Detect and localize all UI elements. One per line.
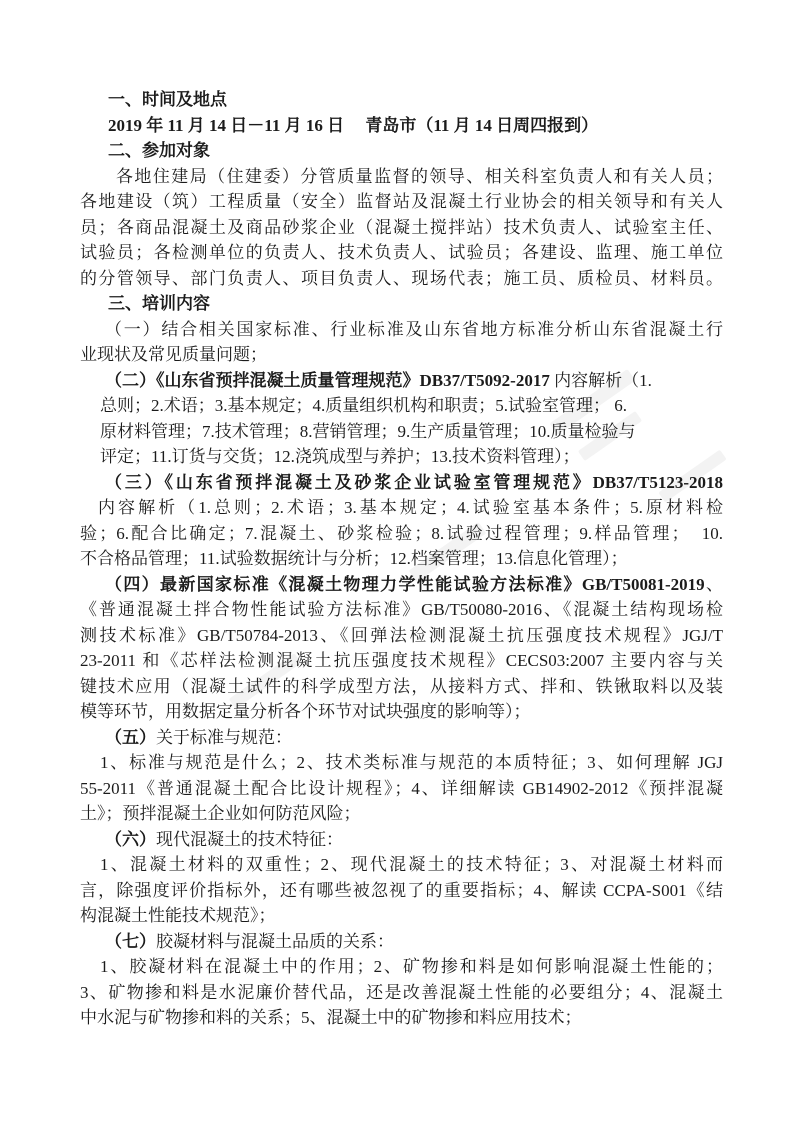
text-line: [80, 674, 723, 700]
text-line: [80, 801, 723, 827]
text-line: [80, 827, 723, 853]
text-segment: 1、标准与规范是什么；2、技术类标准与规范的本质特征；3、如何理解 JGJ: [100, 753, 723, 772]
bold-text-segment: 一、时间及地点: [108, 90, 227, 109]
text-segment: 23-2011 和《芯样法检测混凝土抗压强度技术规程》CECS03:2007 主要内容与关: [80, 651, 723, 670]
bold-text-segment: 三、培训内容: [108, 294, 210, 313]
text-segment: 原材料管理；7.技术管理；8.营销管理；9.生产质量管理；10.质量检验与: [100, 421, 636, 441]
text-segment: 总则；2.术语；3.基本规定；4.质量组织机构和职责；5.试验室管理； 6.: [100, 396, 627, 415]
text-line: [80, 419, 723, 445]
text-segment: 《普通混凝土拌合物性能试验方法标准》GB/T50080-2016、《混凝土结构现场检: [80, 600, 723, 619]
text-line: [80, 929, 723, 955]
text-line: [80, 623, 723, 649]
text-line: [80, 954, 723, 980]
text-line: [80, 546, 723, 572]
text-line: [80, 725, 723, 751]
text-line: [80, 750, 723, 776]
text-line: [80, 342, 723, 368]
bold-text-segment: （六）: [105, 829, 156, 849]
bold-text-segment: 二、参加对象: [108, 141, 210, 160]
text-line: [80, 266, 723, 292]
text-segment: 土》；预拌混凝土企业如何防范风险；: [80, 804, 361, 823]
text-line: [80, 164, 723, 190]
text-segment: 中水泥与矿物掺和料的关系；5、混凝土中的矿物掺和料应用技术；: [80, 1008, 582, 1027]
text-segment: 业现状及常见质量问题；: [80, 345, 267, 364]
text-segment: 验；6.配合比确定；7.混凝土、砂浆检验；8.试验过程管理；9.样品管理； 10.: [80, 523, 723, 543]
text-line: [80, 317, 723, 343]
bold-text-segment: 2019 年 11 月 14 日－11 月 16 日 青岛市（11 月 14 日周四报到）: [108, 115, 599, 135]
text-line: [80, 189, 723, 215]
text-line: [80, 572, 723, 598]
text-line: [80, 393, 723, 419]
bold-text-segment: （二）《山东省预拌混凝土质量管理规范》DB37/T5092-2017: [105, 370, 550, 390]
text-line: [80, 138, 723, 164]
text-segment: 内容解析（1.: [549, 370, 652, 390]
text-segment: 关于标准与规范：: [156, 727, 292, 747]
text-segment: 各地建设（筑）工程质量（安全）监督站及混凝土行业协会的相关领导和有关人: [80, 192, 723, 211]
text-segment: 评定；11.订货与交货；12.浇筑成型与养护；13.技术资料管理）；: [100, 447, 580, 466]
bold-text-segment: （四）最新国家标准《混凝土物理力学性能试验方法标准》GB/T50081-2019: [105, 574, 705, 594]
text-line: [80, 776, 723, 802]
bold-text-segment: （七）: [105, 931, 156, 951]
text-segment: 测技术标准》GB/T50784-2013、《回弹法检测混凝土抗压强度技术规程》JGJ/T: [80, 625, 723, 645]
text-segment: 55-2011《普通混凝土配合比设计规程》；4、详细解读 GB14902-2012《预拌混凝: [80, 778, 723, 798]
text-line: [80, 597, 723, 623]
text-line: [80, 648, 723, 674]
text-segment: 员；各商品混凝土及商品砂浆企业（混凝土搅拌站）技术负责人、试验室主任、: [80, 217, 723, 237]
text-segment: 3、矿物掺和料是水泥廉价替代品，还是改善混凝土性能的必要组分；4、混凝土: [80, 982, 723, 1002]
text-line: [80, 240, 723, 266]
text-segment: （一）结合相关国家标准、行业标准及山东省地方标准分析山东省混凝土行: [105, 319, 723, 339]
text-line: [80, 470, 723, 496]
text-segment: 内容解析（1.总则；2.术语；3.基本规定；4.试验室基本条件；5.原材料检: [98, 498, 723, 517]
text-segment: 言，除强度评价指标外，还有哪些被忽视了的重要指标；4、解读 CCPA-S001《结: [80, 880, 723, 900]
text-line: [80, 699, 723, 725]
text-segment: 键技术应用（混凝土试件的科学成型方法，从接料方式、拌和、铁锹取料以及装: [80, 676, 723, 696]
text-segment: 不合格品管理；11.试验数据统计与分析；12.档案管理；13.信息化管理）；: [80, 549, 628, 568]
text-segment: 、: [704, 574, 723, 594]
text-line: [80, 980, 723, 1006]
bold-text-segment: （三）《山东省预拌混凝土及砂浆企业试验室管理规范》DB37/T5123-2018: [105, 472, 723, 492]
text-segment: 的分管领导、部门负责人、项目负责人、现场代表；施工员、质检员、材料员。: [80, 268, 723, 288]
text-line: [80, 215, 723, 241]
text-line: [80, 87, 723, 113]
text-line: [80, 444, 723, 470]
text-line: [80, 903, 723, 929]
bold-text-segment: （五）: [105, 727, 156, 747]
text-line: [80, 495, 723, 521]
document-content: [80, 87, 723, 1031]
text-line: [80, 878, 723, 904]
text-line: [80, 852, 723, 878]
text-segment: 各地住建局（住建委）分管质量监督的领导、相关科室负责人和有关人员；: [116, 166, 723, 186]
text-line: [80, 113, 723, 139]
text-segment: 试验员；各检测单位的负责人、技术负责人、试验员；各建设、监理、施工单位: [80, 243, 723, 262]
text-segment: 构混凝土性能技术规范》；: [80, 906, 276, 925]
text-segment: 胶凝材料与混凝土品质的关系：: [156, 931, 394, 951]
text-line: [80, 1005, 723, 1031]
text-line: [80, 521, 723, 547]
text-line: [80, 291, 723, 317]
text-segment: 1、混凝土材料的双重性；2、现代混凝土的技术特征；3、对混凝土材料而: [100, 855, 723, 874]
text-segment: 现代混凝土的技术特征：: [156, 829, 343, 849]
text-segment: 1、胶凝材料在混凝土中的作用；2、矿物掺和料是如何影响混凝土性能的；: [100, 957, 723, 976]
text-segment: 模等环节，用数据定量分析各个环节对试块强度的影响等）；: [80, 702, 531, 721]
text-line: [80, 368, 723, 394]
